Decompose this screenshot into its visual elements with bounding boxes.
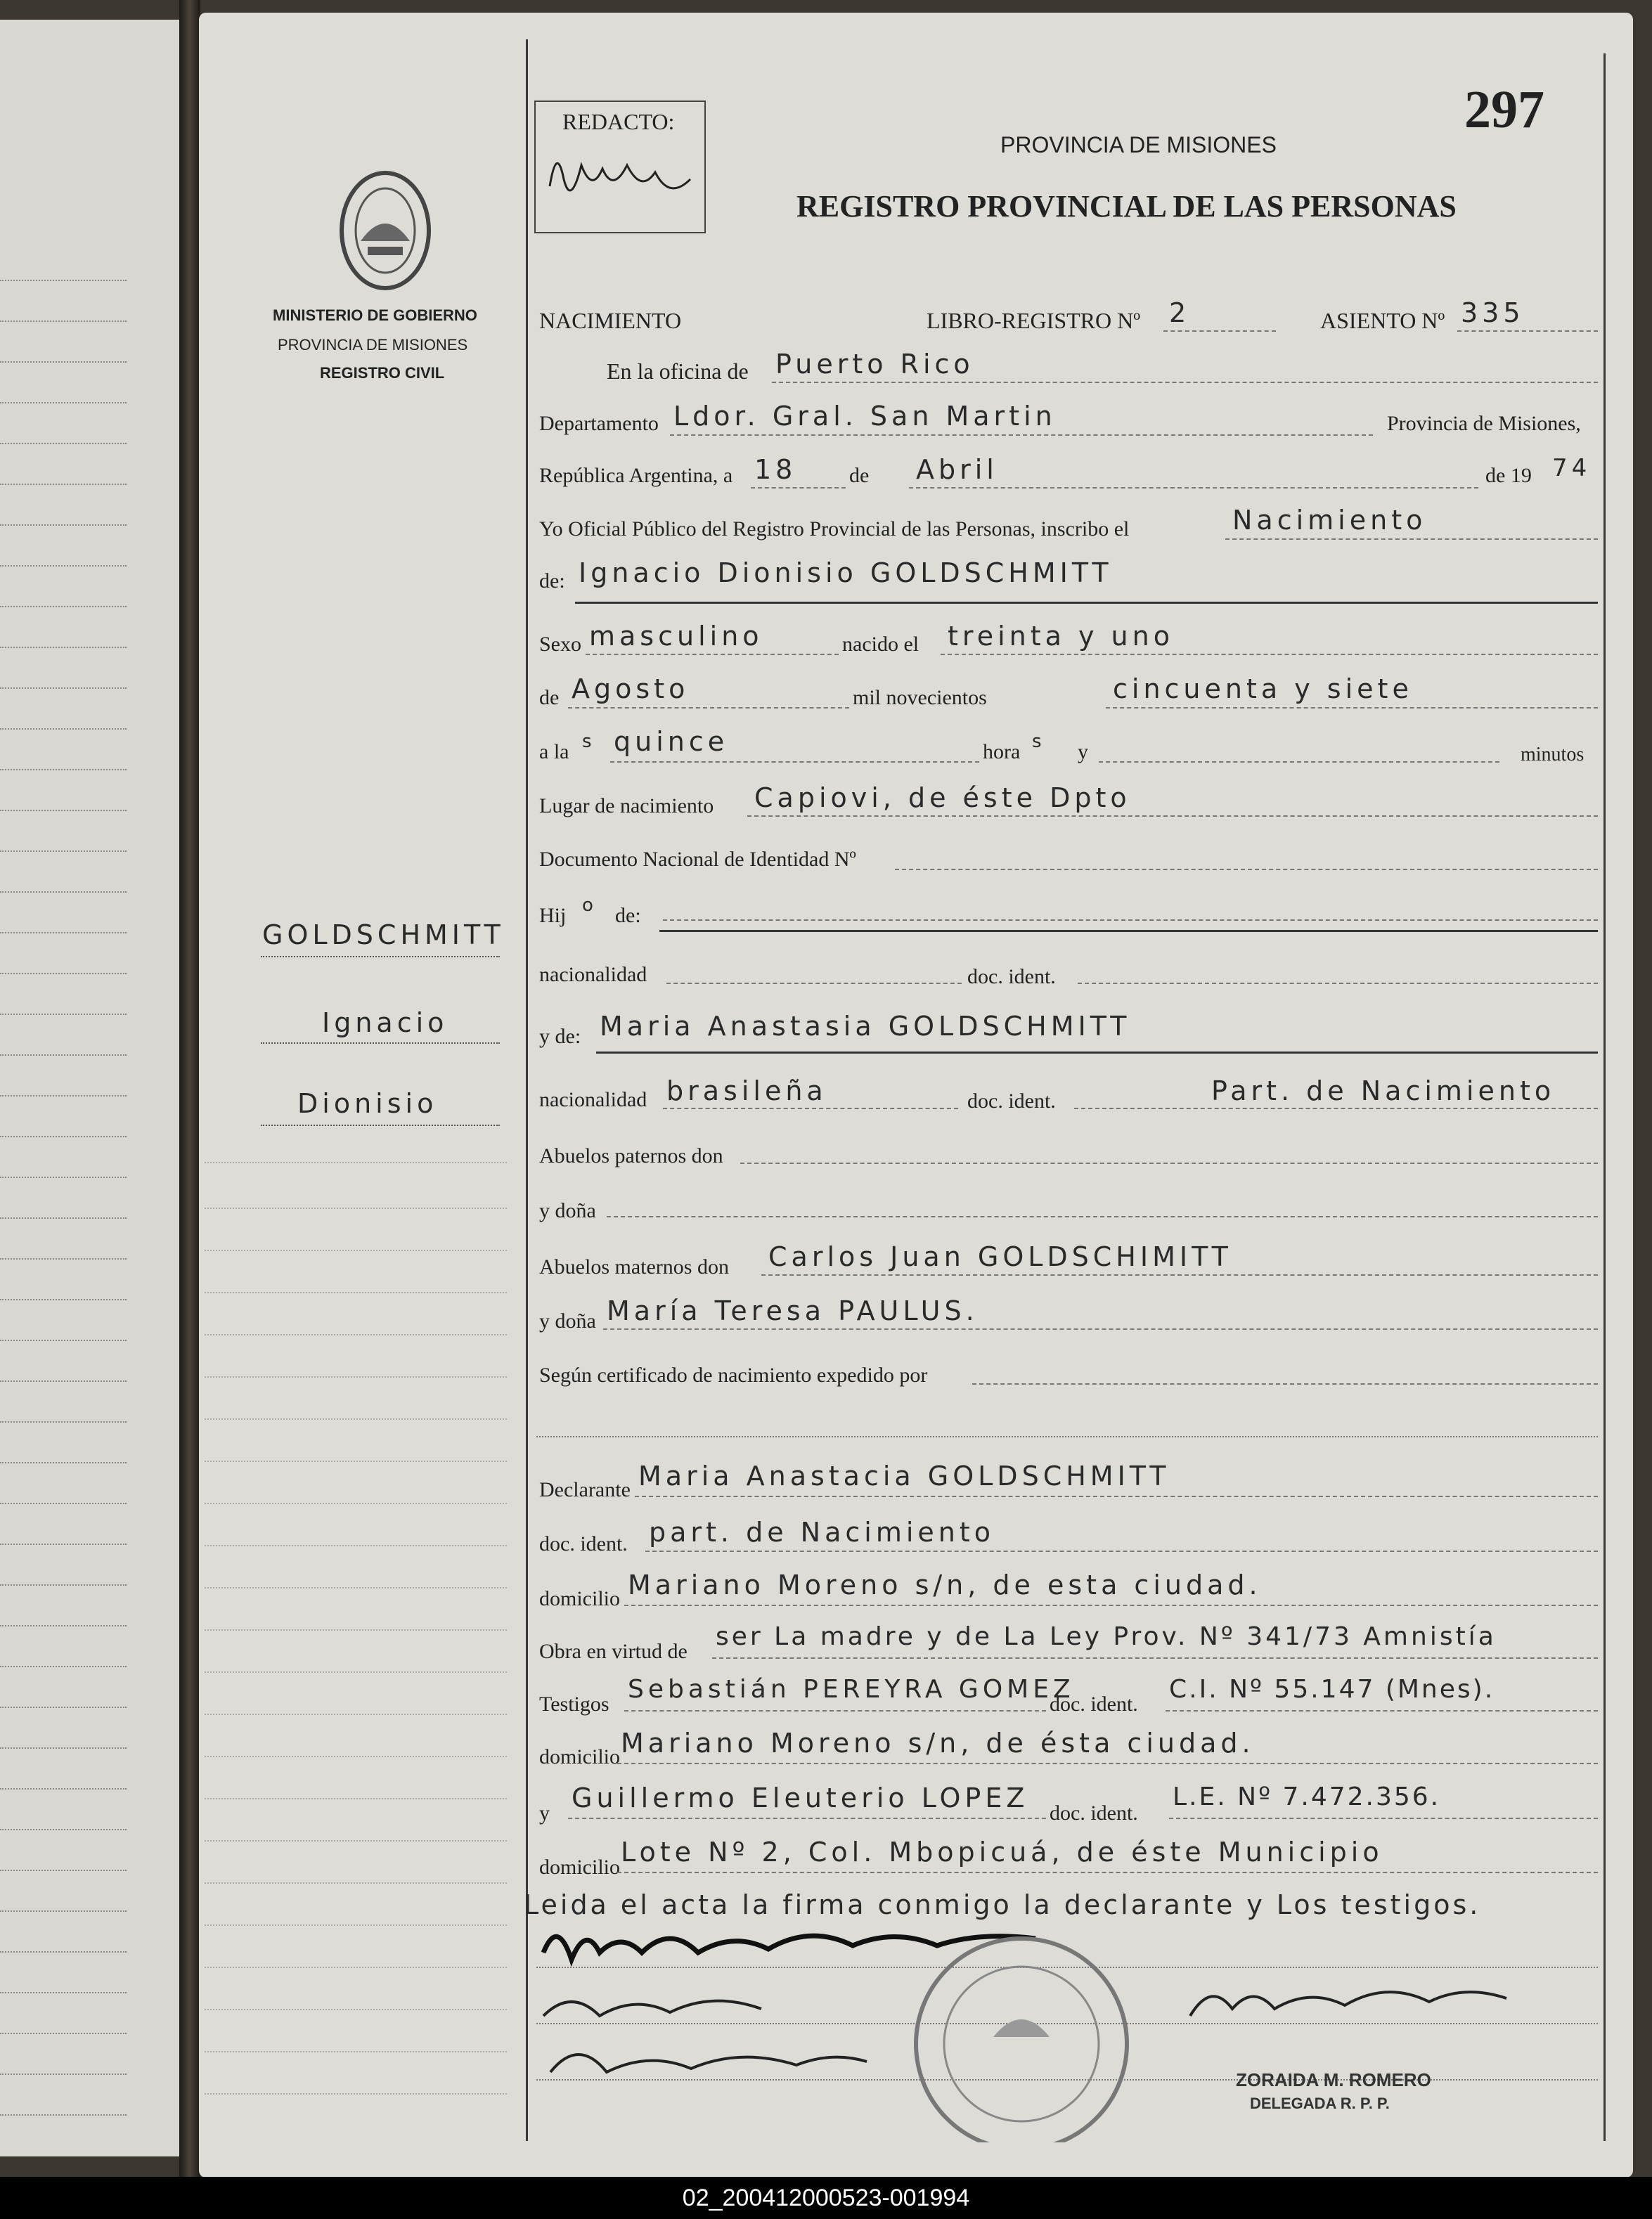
- margin-rule: [205, 1924, 507, 1926]
- left-page-rule: [0, 1584, 127, 1586]
- redacto-signature-icon: [543, 137, 697, 214]
- left-page-rule: [0, 1788, 127, 1790]
- margin-rule: [205, 1418, 507, 1420]
- ministry-line1: MINISTERIO DE GOBIERNO: [273, 306, 477, 324]
- asiento-value: 335: [1461, 297, 1525, 328]
- anio-nac-dotline: [1106, 707, 1598, 709]
- left-page-rule: [0, 2074, 127, 2075]
- hora-dotline: [610, 761, 979, 763]
- nacimiento-label: NACIMIENTO: [539, 308, 682, 333]
- margin-middle-name: Dionisio: [297, 1088, 438, 1119]
- left-page-rule: [0, 647, 127, 648]
- yo-oficial-text: Yo Oficial Público del Registro Provincial de las Personas, inscribo el: [539, 517, 1130, 541]
- abuelos-paternos-label: Abuelos paternos don: [539, 1144, 723, 1167]
- abuelo-materno-value: Carlos Juan GOLDSCHIMITT: [768, 1241, 1232, 1272]
- testigos-label: Testigos: [539, 1693, 609, 1716]
- minutos-dotline: [1099, 761, 1499, 763]
- margin-rule: [205, 1292, 507, 1293]
- left-page-rule: [0, 810, 127, 811]
- nacionalidad1-dotline: [666, 983, 962, 984]
- docident5-label: doc. ident.: [1050, 1801, 1138, 1825]
- margin-rule: [205, 1714, 507, 1715]
- obra-value: ser La madre y de La Ley Prov. Nº 341/73 Amnistía: [716, 1622, 1497, 1651]
- docident3-dotline: [645, 1551, 1598, 1552]
- madre-underline: [596, 1052, 1598, 1054]
- docident3-value: part. de Nacimiento: [649, 1517, 995, 1548]
- hijo-dotline: [663, 919, 1598, 921]
- margin-rule: [205, 2051, 507, 2052]
- y-dona1-label: y doña: [539, 1199, 596, 1222]
- left-page-rule: [0, 1054, 127, 1056]
- nacido-value: treinta y uno: [948, 621, 1174, 652]
- declarante-dotline: [635, 1496, 1598, 1497]
- horas-label: hora: [983, 740, 1021, 763]
- abuelos-maternos-label: Abuelos maternos don: [539, 1255, 729, 1279]
- ministry-line3: REGISTRO CIVIL: [320, 364, 445, 382]
- left-page-rule: [0, 687, 127, 689]
- signatures-icon: [529, 1910, 1267, 2142]
- mes-nac-value: Agosto: [572, 673, 690, 704]
- obra-label: Obra en virtud de: [539, 1640, 688, 1663]
- obra-dotline: [712, 1657, 1598, 1659]
- libro-label: LIBRO-REGISTRO Nº: [927, 308, 1141, 333]
- provincial-seal-icon: [333, 164, 438, 297]
- domicilio1-value: Mariano Moreno s/n, de esta ciudad.: [628, 1570, 1262, 1600]
- mes-value: Abril: [916, 454, 998, 485]
- dni-dotline: [895, 869, 1598, 870]
- nacido-dotline: [941, 654, 1598, 655]
- docident3-label: doc. ident.: [539, 1532, 628, 1555]
- oficina-label: En la oficina de: [607, 358, 749, 384]
- left-page-rule: [0, 1421, 127, 1423]
- margin-rule: [205, 1840, 507, 1842]
- lugar-value: Capiovi, de éste Dpto: [754, 782, 1131, 813]
- domicilio3-dotline: [617, 1872, 1598, 1873]
- right-margin-rule: [1603, 53, 1606, 2141]
- declarante-value: Maria Anastacia GOLDSCHMITT: [638, 1461, 1170, 1492]
- margin-first-name: Ignacio: [322, 1007, 449, 1038]
- left-page-rule: [0, 932, 127, 933]
- docident5-value: L.E. Nº 7.472.356.: [1173, 1783, 1441, 1811]
- testigo2-dotline: [568, 1818, 1046, 1819]
- abuelos-paternos-dotline: [740, 1163, 1598, 1164]
- docident4-dotline: [1166, 1710, 1598, 1712]
- testigo1-dotline: [624, 1710, 1046, 1712]
- hijo-suffix: o: [582, 895, 598, 916]
- mes-dotline: [909, 487, 1478, 489]
- margin-rule: [205, 1587, 507, 1589]
- left-page-rule: [0, 524, 127, 526]
- margin-rule: [205, 1503, 507, 1504]
- left-page-rule: [0, 1299, 127, 1300]
- republica-label: República Argentina, a: [539, 464, 733, 487]
- docident4-value: C.I. Nº 55.147 (Mnes).: [1169, 1675, 1495, 1704]
- margin-rule-3: [261, 1125, 500, 1126]
- docident1-label: doc. ident.: [967, 965, 1056, 988]
- official-stamp-name: ZORAIDA M. ROMERO: [1236, 2069, 1431, 2090]
- official-signature-icon: [1183, 1967, 1535, 2044]
- left-page-rule: [0, 1992, 127, 1993]
- docident2-dotline: [1074, 1108, 1598, 1109]
- left-page-rule: [0, 280, 127, 281]
- left-page-rule: [0, 2114, 127, 2116]
- docident2-value: Part. de Nacimiento: [1211, 1075, 1556, 1106]
- minutos-label: minutos: [1521, 744, 1585, 765]
- margin-rule: [205, 1162, 507, 1163]
- asiento-label: ASIENTO Nº: [1320, 308, 1445, 333]
- sexo-value: masculino: [589, 621, 763, 652]
- segun-label: Según certificado de nacimiento expedido por: [539, 1364, 928, 1387]
- inscribo-value: Nacimiento: [1232, 505, 1427, 536]
- margin-rule: [205, 1671, 507, 1673]
- left-page-rule: [0, 1136, 127, 1137]
- domicilio3-label: domicilio: [539, 1856, 620, 1879]
- libro-dotline: [1163, 330, 1276, 332]
- lugar-dotline: [747, 815, 1598, 817]
- a-la-suffix: s: [582, 731, 596, 752]
- left-page-rule: [0, 361, 127, 363]
- left-page-rule: [0, 1870, 127, 1871]
- horas-suffix: s: [1032, 731, 1046, 752]
- domicilio2-label: domicilio: [539, 1745, 620, 1768]
- de-label: de: [849, 464, 870, 487]
- redacto-box: [534, 101, 706, 233]
- testigo1-value: Sebastián PEREYRA GOMEZ: [628, 1675, 1075, 1704]
- left-page-rule: [0, 728, 127, 730]
- left-page-rule: [0, 891, 127, 893]
- segun-dotline: [972, 1383, 1598, 1385]
- margin-rule: [205, 1208, 507, 1209]
- dni-label: Documento Nacional de Identidad Nº: [539, 848, 856, 871]
- margin-rule: [205, 1798, 507, 1799]
- left-page-rule: [0, 402, 127, 403]
- left-page-rule: [0, 443, 127, 444]
- left-page-rule: [0, 1707, 127, 1708]
- left-page-rule: [0, 1910, 127, 1912]
- province-heading: PROVINCIA DE MISIONES: [1000, 132, 1277, 157]
- left-page-rule: [0, 1380, 127, 1382]
- domicilio2-value: Mariano Moreno s/n, de ésta ciudad.: [621, 1728, 1255, 1759]
- domicilio3-value: Lote Nº 2, Col. Mbopicuá, de éste Municipio: [621, 1837, 1383, 1868]
- left-page-rule: [0, 565, 127, 567]
- libro-value: 2: [1169, 297, 1191, 328]
- left-page-rule: [0, 1951, 127, 1953]
- margin-rule: [205, 1756, 507, 1757]
- mes-nac-dotline: [568, 707, 849, 709]
- hora-value: quince: [614, 726, 729, 757]
- left-page-rule: [0, 321, 127, 322]
- left-page-rule: [0, 1503, 127, 1504]
- y-dona2-label: y doña: [539, 1309, 596, 1333]
- domicilio1-label: domicilio: [539, 1587, 620, 1610]
- official-stamp-title: DELEGADA R. P. P.: [1250, 2095, 1390, 2112]
- margin-rule: [205, 1882, 507, 1884]
- sexo-dotline: [586, 654, 839, 655]
- left-page-rule: [0, 1014, 127, 1015]
- left-page-rule: [0, 1544, 127, 1545]
- left-page-rule: [0, 1747, 127, 1749]
- y-minutos-label: y: [1078, 740, 1088, 763]
- provincia-suffix: Provincia de Misiones,: [1387, 412, 1581, 435]
- left-page-rule: [0, 769, 127, 770]
- testigo2-value: Guillermo Eleuterio LOPEZ: [572, 1783, 1029, 1813]
- departamento-value: Ldor. Gral. San Martin: [673, 401, 1057, 432]
- docident1-dotline: [1078, 983, 1598, 984]
- hijo-label: Hij: [539, 904, 567, 927]
- left-page-rule: [0, 973, 127, 974]
- margin-rule: [205, 1334, 507, 1335]
- left-page-rule: [0, 606, 127, 607]
- sexo-label: Sexo: [539, 633, 581, 656]
- ministry-line2: PROVINCIA DE MISIONES: [278, 336, 468, 354]
- scan-id-footer: 02_200412000523-001994: [0, 2177, 1652, 2219]
- left-page-rule: [0, 484, 127, 485]
- a-la-label: a la: [539, 740, 569, 763]
- margin-rule: [205, 2093, 507, 2095]
- margin-rule: [205, 2009, 507, 2010]
- left-page-rule: [0, 1177, 127, 1178]
- leida-statement: Leida el acta la firma conmigo la declarante y Los testigos.: [524, 1889, 1481, 1920]
- lugar-label: Lugar de nacimiento: [539, 794, 714, 817]
- nombre-underline: [575, 602, 1598, 604]
- left-page-rule: [0, 1666, 127, 1667]
- docident4-label: doc. ident.: [1050, 1693, 1138, 1716]
- dia-value: 18: [754, 454, 797, 485]
- abuela-materna-value: María Teresa PAULUS.: [607, 1295, 979, 1326]
- margin-surname: GOLDSCHMITT: [262, 919, 505, 950]
- nacido-label: nacido el: [842, 633, 919, 656]
- oficina-value: Puerto Rico: [775, 349, 974, 380]
- nacionalidad2-label: nacionalidad: [539, 1088, 647, 1111]
- left-page-rule: [0, 1217, 127, 1219]
- nacionalidad2-value: brasileña: [666, 1075, 827, 1106]
- inscribo-dotline: [1225, 538, 1598, 540]
- left-page-rule: [0, 1095, 127, 1096]
- margin-rule: [205, 1250, 507, 1251]
- margin-rule: [205, 1629, 507, 1631]
- margin-rule: [205, 1461, 507, 1462]
- docident2-label: doc. ident.: [967, 1089, 1056, 1113]
- register-page: [199, 13, 1633, 2178]
- de3-label: de: [539, 686, 560, 709]
- domicilio2-dotline: [617, 1763, 1598, 1764]
- asiento-dotline: [1457, 330, 1598, 332]
- docident5-dotline: [1169, 1818, 1598, 1819]
- y2-label: y: [539, 1801, 550, 1825]
- page-number: 297: [1464, 80, 1544, 139]
- left-page-rule: [0, 1258, 127, 1260]
- departamento-label: Departamento: [539, 412, 659, 435]
- hijo-de-label: de:: [615, 904, 641, 927]
- margin-rule-2: [261, 1042, 500, 1044]
- y-dona1-dotline: [607, 1216, 1598, 1217]
- mil-novecientos-label: mil novecientos: [853, 686, 987, 709]
- departamento-dotline: [670, 434, 1373, 436]
- declarante-label: Declarante: [539, 1478, 631, 1501]
- nacionalidad1-label: nacionalidad: [539, 963, 647, 986]
- abuela-materna-dotline: [603, 1328, 1598, 1330]
- redacto-label: REDACTO:: [562, 109, 675, 134]
- left-page-rule: [0, 2033, 127, 2034]
- left-page-rule: [0, 1829, 127, 1830]
- y-de-label: y de:: [539, 1025, 581, 1048]
- anio-nac-value: cincuenta y siete: [1113, 673, 1413, 704]
- abuelo-materno-dotline: [761, 1274, 1598, 1276]
- oficina-dotline: [772, 382, 1598, 383]
- left-page-rule: [0, 1625, 127, 1626]
- margin-rule-1: [261, 956, 500, 957]
- margin-rule: [205, 1376, 507, 1378]
- madre-value: Maria Anastasia GOLDSCHMITT: [600, 1011, 1131, 1042]
- left-page-rule: [0, 1340, 127, 1341]
- anio-value: 74: [1552, 454, 1592, 482]
- book-spine: [179, 0, 200, 2179]
- segun-dotline-2: [536, 1436, 1598, 1437]
- registry-heading: REGISTRO PROVINCIAL DE LAS PERSONAS: [796, 189, 1457, 224]
- anio-label: de 19: [1485, 464, 1532, 487]
- hijo-underline: [659, 930, 1598, 932]
- dia-dotline: [751, 487, 846, 489]
- left-page-rule: [0, 850, 127, 852]
- nacionalidad2-dotline: [663, 1108, 958, 1109]
- left-margin-rule: [526, 39, 528, 2141]
- de2-label: de:: [539, 569, 565, 593]
- left-page-rule: [0, 1462, 127, 1463]
- margin-rule: [205, 1967, 507, 1968]
- domicilio1-dotline: [624, 1605, 1598, 1606]
- left-page: [0, 20, 179, 2156]
- nombre-value: Ignacio Dionisio GOLDSCHMITT: [579, 557, 1113, 588]
- margin-rule: [205, 1545, 507, 1546]
